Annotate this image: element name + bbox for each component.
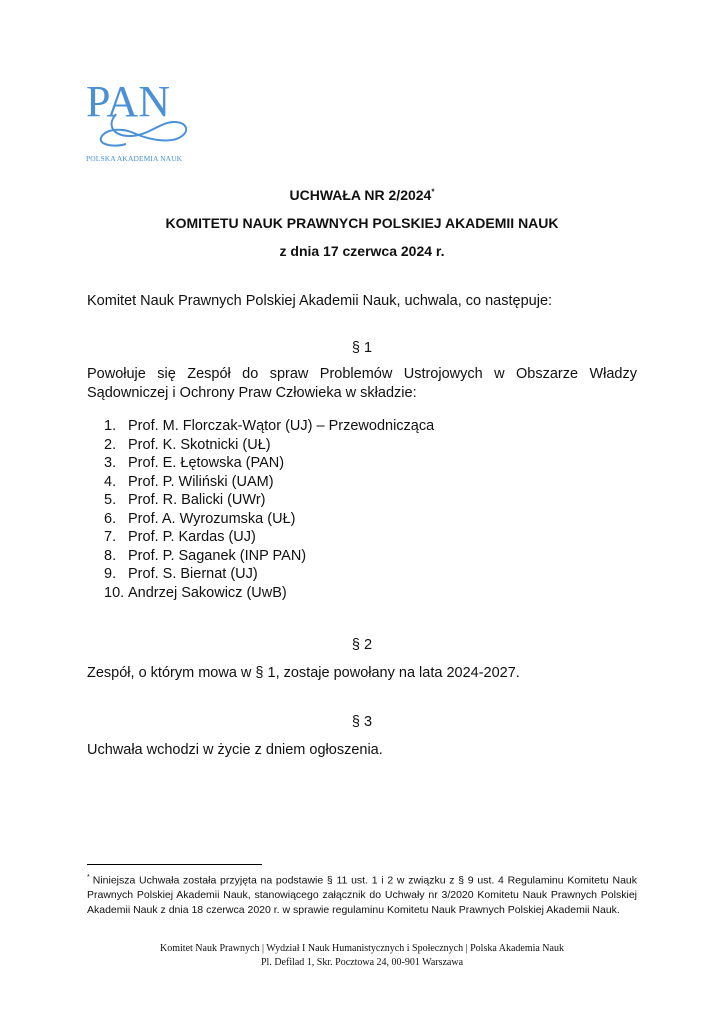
- list-item-name: Prof. S. Biernat (UJ): [128, 566, 258, 582]
- list-item: [104, 491, 434, 510]
- footnote-marker: *: [87, 874, 90, 881]
- list-item-name: Prof. K. Skotnicki (UŁ): [128, 436, 271, 453]
- resolution-title: [0, 187, 724, 203]
- list-item: [104, 436, 434, 455]
- list-item-name: Prof. P. Kardas (UJ): [128, 529, 256, 545]
- section-2-text: Zespół, o którym mowa w § 1, zostaje powołany na lata 2024-2027.: [87, 665, 520, 681]
- list-item: [104, 473, 434, 492]
- list-item-number: 9.: [104, 566, 117, 582]
- committee-title: KOMITETU NAUK PRAWNYCH POLSKIEJ AKADEMII NAUK: [165, 215, 559, 231]
- list-item: [104, 547, 434, 566]
- members-list: [104, 417, 434, 602]
- section-1-text: Powołuje się Zespół do spraw Problemów Ustrojowych w Obszarze Władzy Sądowniczej i Ochrony Praw Człowieka w składzie:: [87, 366, 637, 401]
- list-item: [104, 417, 434, 436]
- list-item: [104, 528, 434, 547]
- list-item-number: 6.: [104, 510, 117, 527]
- list-item: [104, 454, 434, 473]
- list-item-number: 8.: [104, 547, 117, 564]
- list-item-number: 10.: [104, 584, 125, 601]
- pan-logo: [86, 74, 192, 166]
- list-item-number: 3.: [104, 455, 117, 471]
- section-2-heading: § 2: [351, 637, 373, 653]
- list-item: [104, 510, 434, 529]
- intro-paragraph: Komitet Nauk Prawnych Polskiej Akademii Nauk, uchwala, co następuje:: [87, 293, 553, 309]
- resolution-number: UCHWAŁA NR 2/2024: [289, 187, 432, 203]
- section-1-heading: § 1: [351, 340, 373, 356]
- logo-text: PAN: [86, 77, 170, 126]
- footnote: [87, 871, 637, 917]
- title-footnote-marker: *: [431, 187, 435, 197]
- footnote-divider: [87, 864, 262, 865]
- section-3-text: Uchwała wchodzi w życie z dniem ogłoszenia.: [87, 742, 383, 758]
- list-item-name: Prof. R. Balicki (UWr): [128, 492, 266, 508]
- footer-organization: Komitet Nauk Prawnych | Wydział I Nauk Humanistycznych i Społecznych | Polska Akademia Nauk: [160, 943, 564, 954]
- list-item-name: Andrzej Sakowicz (UwB): [128, 584, 287, 601]
- logo-subtitle: POLSKA AKADEMIA NAUK: [86, 154, 183, 163]
- footer-address: Pl. Defilad 1, Skr. Pocztowa 24, 00-901 Warszawa: [260, 957, 464, 968]
- list-item-number: 2.: [104, 436, 117, 453]
- list-item-number: 7.: [104, 529, 117, 545]
- list-item-name: Prof. A. Wyrozumska (UŁ): [128, 510, 296, 527]
- list-item: [104, 565, 434, 584]
- list-item-name: Prof. P. Wiliński (UAM): [128, 473, 274, 490]
- list-item-name: Prof. M. Florczak-Wątor (UJ) – Przewodnicząca: [128, 418, 435, 434]
- list-item-number: 4.: [104, 473, 117, 490]
- list-item-name: Prof. E. Łętowska (PAN): [128, 455, 285, 471]
- list-item: [104, 584, 434, 603]
- footnote-text: Niniejsza Uchwała została przyjęta na podstawie § 11 ust. 1 i 2 w związku z § 9 ust. 4 Regulaminu Komitetu Nauk Prawnych Polskiej Akademii Nauk, stanowiącego załącznik do Uchwały nr 3/2020 Komitetu Nauk Prawnych Polskiej Akademii Nauk z dnia 18 czerwca 2020 r. w sprawie regulaminu Komitetu Nauk Prawnych Polskiej Akademii Nauk.: [87, 874, 637, 916]
- list-item-name: Prof. P. Saganek (INP PAN): [128, 547, 307, 564]
- list-item-number: 1.: [104, 418, 117, 434]
- section-3-heading: § 3: [351, 714, 373, 730]
- pan-logo-mark: [86, 74, 192, 154]
- resolution-date: z dnia 17 czerwca 2024 r.: [279, 243, 445, 259]
- list-item-number: 5.: [104, 492, 117, 508]
